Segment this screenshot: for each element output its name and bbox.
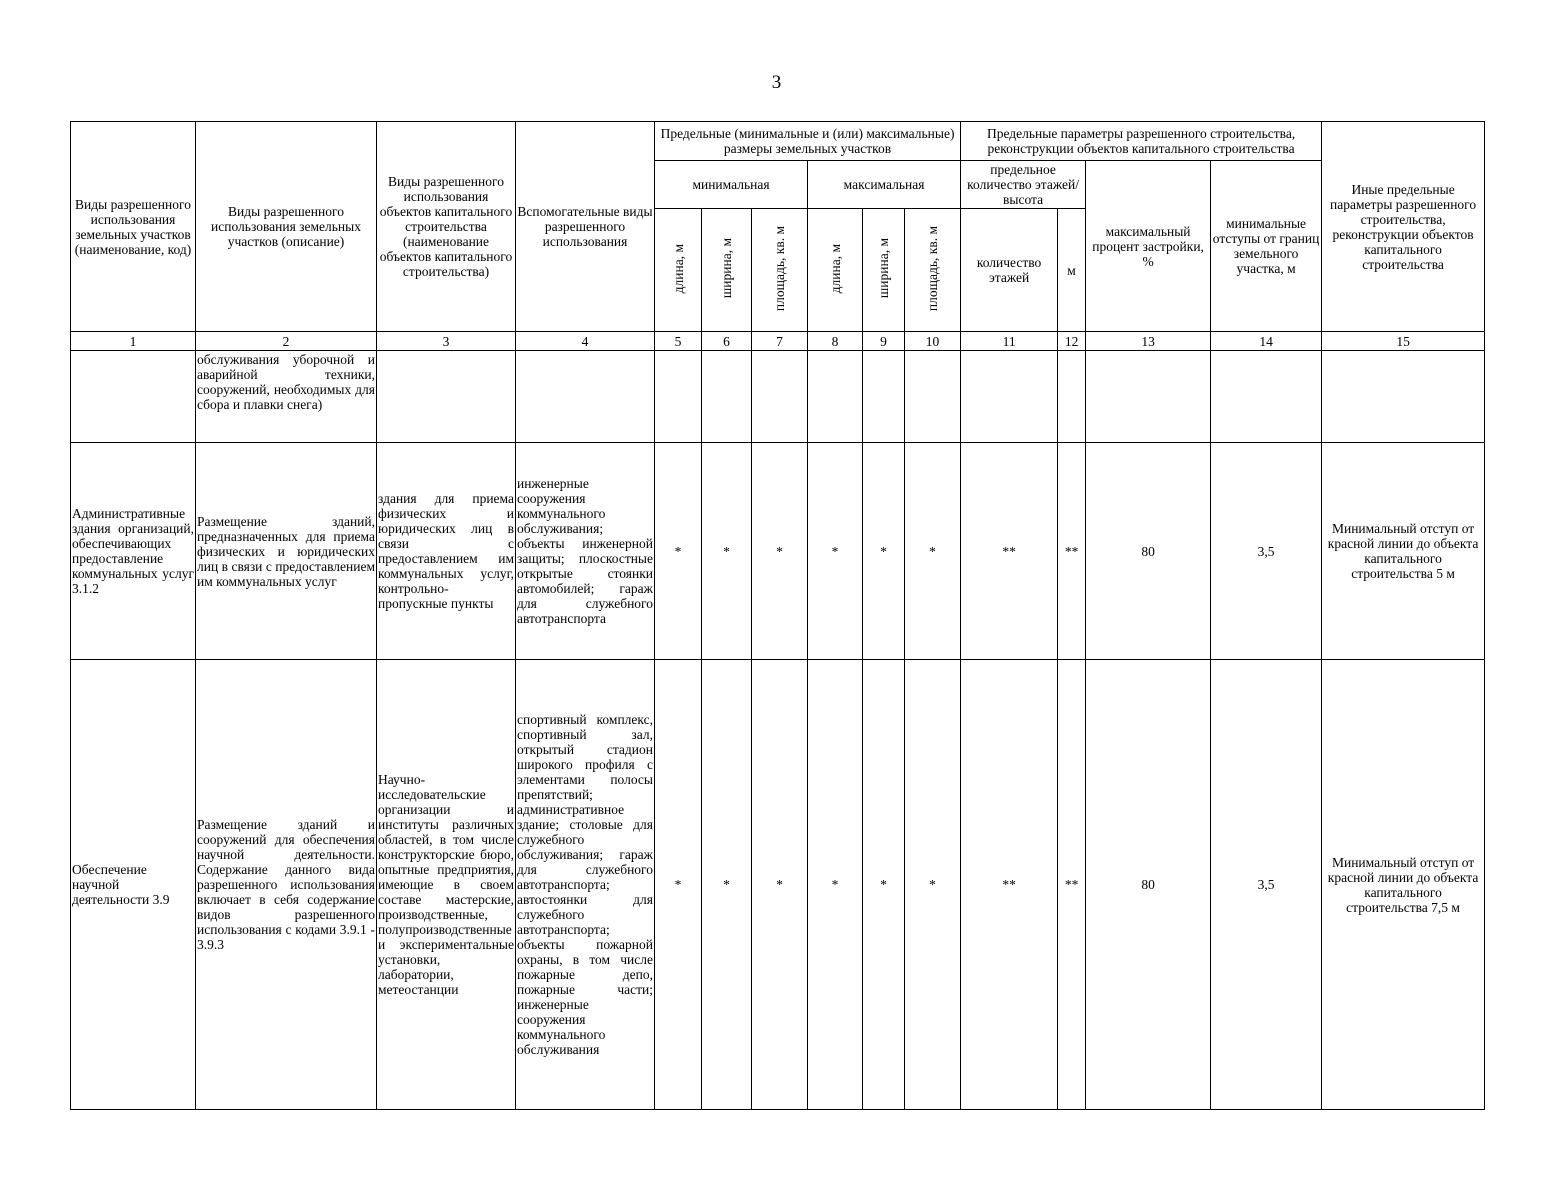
- cell-col2: Размещение зданий, предназначенных для приема физических и юридических лиц в связи с предоставлением им коммунальных услуг: [196, 443, 377, 660]
- header-land-group: Предельные (минимальные и (или) максимальные) размеры земельных участков: [655, 122, 961, 161]
- column-number: 8: [808, 332, 863, 351]
- header-max-length: длина, м: [808, 209, 863, 332]
- cell-c5: *: [655, 660, 702, 1110]
- column-number: 9: [863, 332, 905, 351]
- cell-c14: 3,5: [1211, 660, 1322, 1110]
- cell-c5: [655, 351, 702, 443]
- cell-c11: **: [961, 660, 1058, 1110]
- cell-c12: [1058, 351, 1086, 443]
- cell-c15: [1322, 351, 1485, 443]
- cell-c9: *: [863, 443, 905, 660]
- cell-c13: 80: [1086, 443, 1211, 660]
- cell-c13: [1086, 351, 1211, 443]
- cell-c14: [1211, 351, 1322, 443]
- cell-col3: [377, 351, 516, 443]
- table-row: [71, 351, 1485, 443]
- header-max: максимальная: [808, 161, 961, 209]
- cell-col3: здания для приема физических и юридических лиц в связи с предоставлением им коммунальных услуг, контрольно-пропускные пункты: [377, 443, 516, 660]
- cell-c8: *: [808, 443, 863, 660]
- cell-c6: *: [702, 660, 752, 1110]
- cell-col4: [516, 351, 655, 443]
- header-height: м: [1058, 209, 1086, 332]
- table-row: [71, 443, 1485, 660]
- cell-col4: спортивный комплекс, спортивный зал, открытый стадион широкого профиля с элементами полосы препятствий; административное здание; столовые для служебного обслуживания; гараж для служебного автотранспорта; автостоянки для служебного автотранспорта; объекты пожарной охраны, в том числе пожарные депо, пожарные части; инженерные сооружения коммунального обслуживания: [516, 660, 655, 1110]
- column-number: 13: [1086, 332, 1211, 351]
- cell-c13: 80: [1086, 660, 1211, 1110]
- column-number: 2: [196, 332, 377, 351]
- column-number: 6: [702, 332, 752, 351]
- cell-c9: *: [863, 660, 905, 1110]
- cell-c5: *: [655, 443, 702, 660]
- cell-c10: *: [905, 660, 961, 1110]
- header-min: минимальная: [655, 161, 808, 209]
- cell-col1: Административные здания организаций, обеспечивающих предоставление коммунальных услуг 3.1.2: [71, 443, 196, 660]
- header-max-area: площадь, кв. м: [905, 209, 961, 332]
- regulations-table: [70, 121, 1485, 1110]
- column-number: 11: [961, 332, 1058, 351]
- header-min-length: длина, м: [655, 209, 702, 332]
- cell-c15: Минимальный отступ от красной линии до объекта капитального строительства 7,5 м: [1322, 660, 1485, 1110]
- page-number: 3: [771, 72, 782, 93]
- cell-col1: [71, 351, 196, 443]
- header-min-offsets: минимальные отступы от границ земельного участка, м: [1211, 161, 1322, 332]
- cell-c7: *: [752, 443, 808, 660]
- header-min-width: ширина, м: [702, 209, 752, 332]
- cell-c12: **: [1058, 443, 1086, 660]
- cell-c7: *: [752, 660, 808, 1110]
- cell-c15: Минимальный отступ от красной линии до объекта капитального строительства 5 м: [1322, 443, 1485, 660]
- header-col3: Виды разрешенного использования объектов капитального строительства (наименование объектов капитального строительства): [377, 122, 516, 332]
- cell-c9: [863, 351, 905, 443]
- cell-c11: [961, 351, 1058, 443]
- cell-c7: [752, 351, 808, 443]
- header-min-area: площадь, кв. м: [752, 209, 808, 332]
- column-numbers-row: [71, 332, 1485, 351]
- header-floors-group: предельное количество этажей/высота: [961, 161, 1086, 209]
- header-row-1: [71, 122, 1485, 161]
- header-col2: Виды разрешенного использования земельных участков (описание): [196, 122, 377, 332]
- header-floors: количество этажей: [961, 209, 1058, 332]
- column-number: 7: [752, 332, 808, 351]
- cell-c11: **: [961, 443, 1058, 660]
- cell-col1: Обеспечение научной деятельности 3.9: [71, 660, 196, 1110]
- cell-c12: **: [1058, 660, 1086, 1110]
- column-number: 14: [1211, 332, 1322, 351]
- column-number: 5: [655, 332, 702, 351]
- cell-col4: инженерные сооружения коммунального обслуживания; объекты инженерной защиты; плоскостные открытые стоянки автомобилей; гараж для служебного автотранспорта: [516, 443, 655, 660]
- column-number: 12: [1058, 332, 1086, 351]
- cell-col2: обслуживания уборочной и аварийной техники, сооружений, необходимых для сбора и плавки снега): [196, 351, 377, 443]
- header-max-percent: максимальный процент застройки, %: [1086, 161, 1211, 332]
- cell-c6: [702, 351, 752, 443]
- cell-col3: Научно-исследовательские организации и институты различных областей, в том числе конструкторские бюро, опытные предприятия, имеющие в своем составе мастерские, производственные, полупроизводственные и экспериментальные установки, лаборатории, метеостанции: [377, 660, 516, 1110]
- cell-c6: *: [702, 443, 752, 660]
- column-number: 10: [905, 332, 961, 351]
- column-number: 15: [1322, 332, 1485, 351]
- cell-c8: [808, 351, 863, 443]
- cell-c10: *: [905, 443, 961, 660]
- header-col4: Вспомогательные виды разрешенного использования: [516, 122, 655, 332]
- cell-c14: 3,5: [1211, 443, 1322, 660]
- header-other: Иные предельные параметры разрешенного строительства, реконструкции объектов капитального строительства: [1322, 122, 1485, 332]
- header-col1: Виды разрешенного использования земельных участков (наименование, код): [71, 122, 196, 332]
- column-number: 4: [516, 332, 655, 351]
- column-number: 3: [377, 332, 516, 351]
- header-max-width: ширина, м: [863, 209, 905, 332]
- cell-c8: *: [808, 660, 863, 1110]
- table-row: [71, 660, 1485, 1110]
- cell-c10: [905, 351, 961, 443]
- cell-col2: Размещение зданий и сооружений для обеспечения научной деятельности. Содержание данного вида разрешенного использования включает в себя содержание видов разрешенного использования с кодами 3.9.1 - 3.9.3: [196, 660, 377, 1110]
- header-build-group: Предельные параметры разрешенного строительства, реконструкции объектов капитального строительства: [961, 122, 1322, 161]
- column-number: 1: [71, 332, 196, 351]
